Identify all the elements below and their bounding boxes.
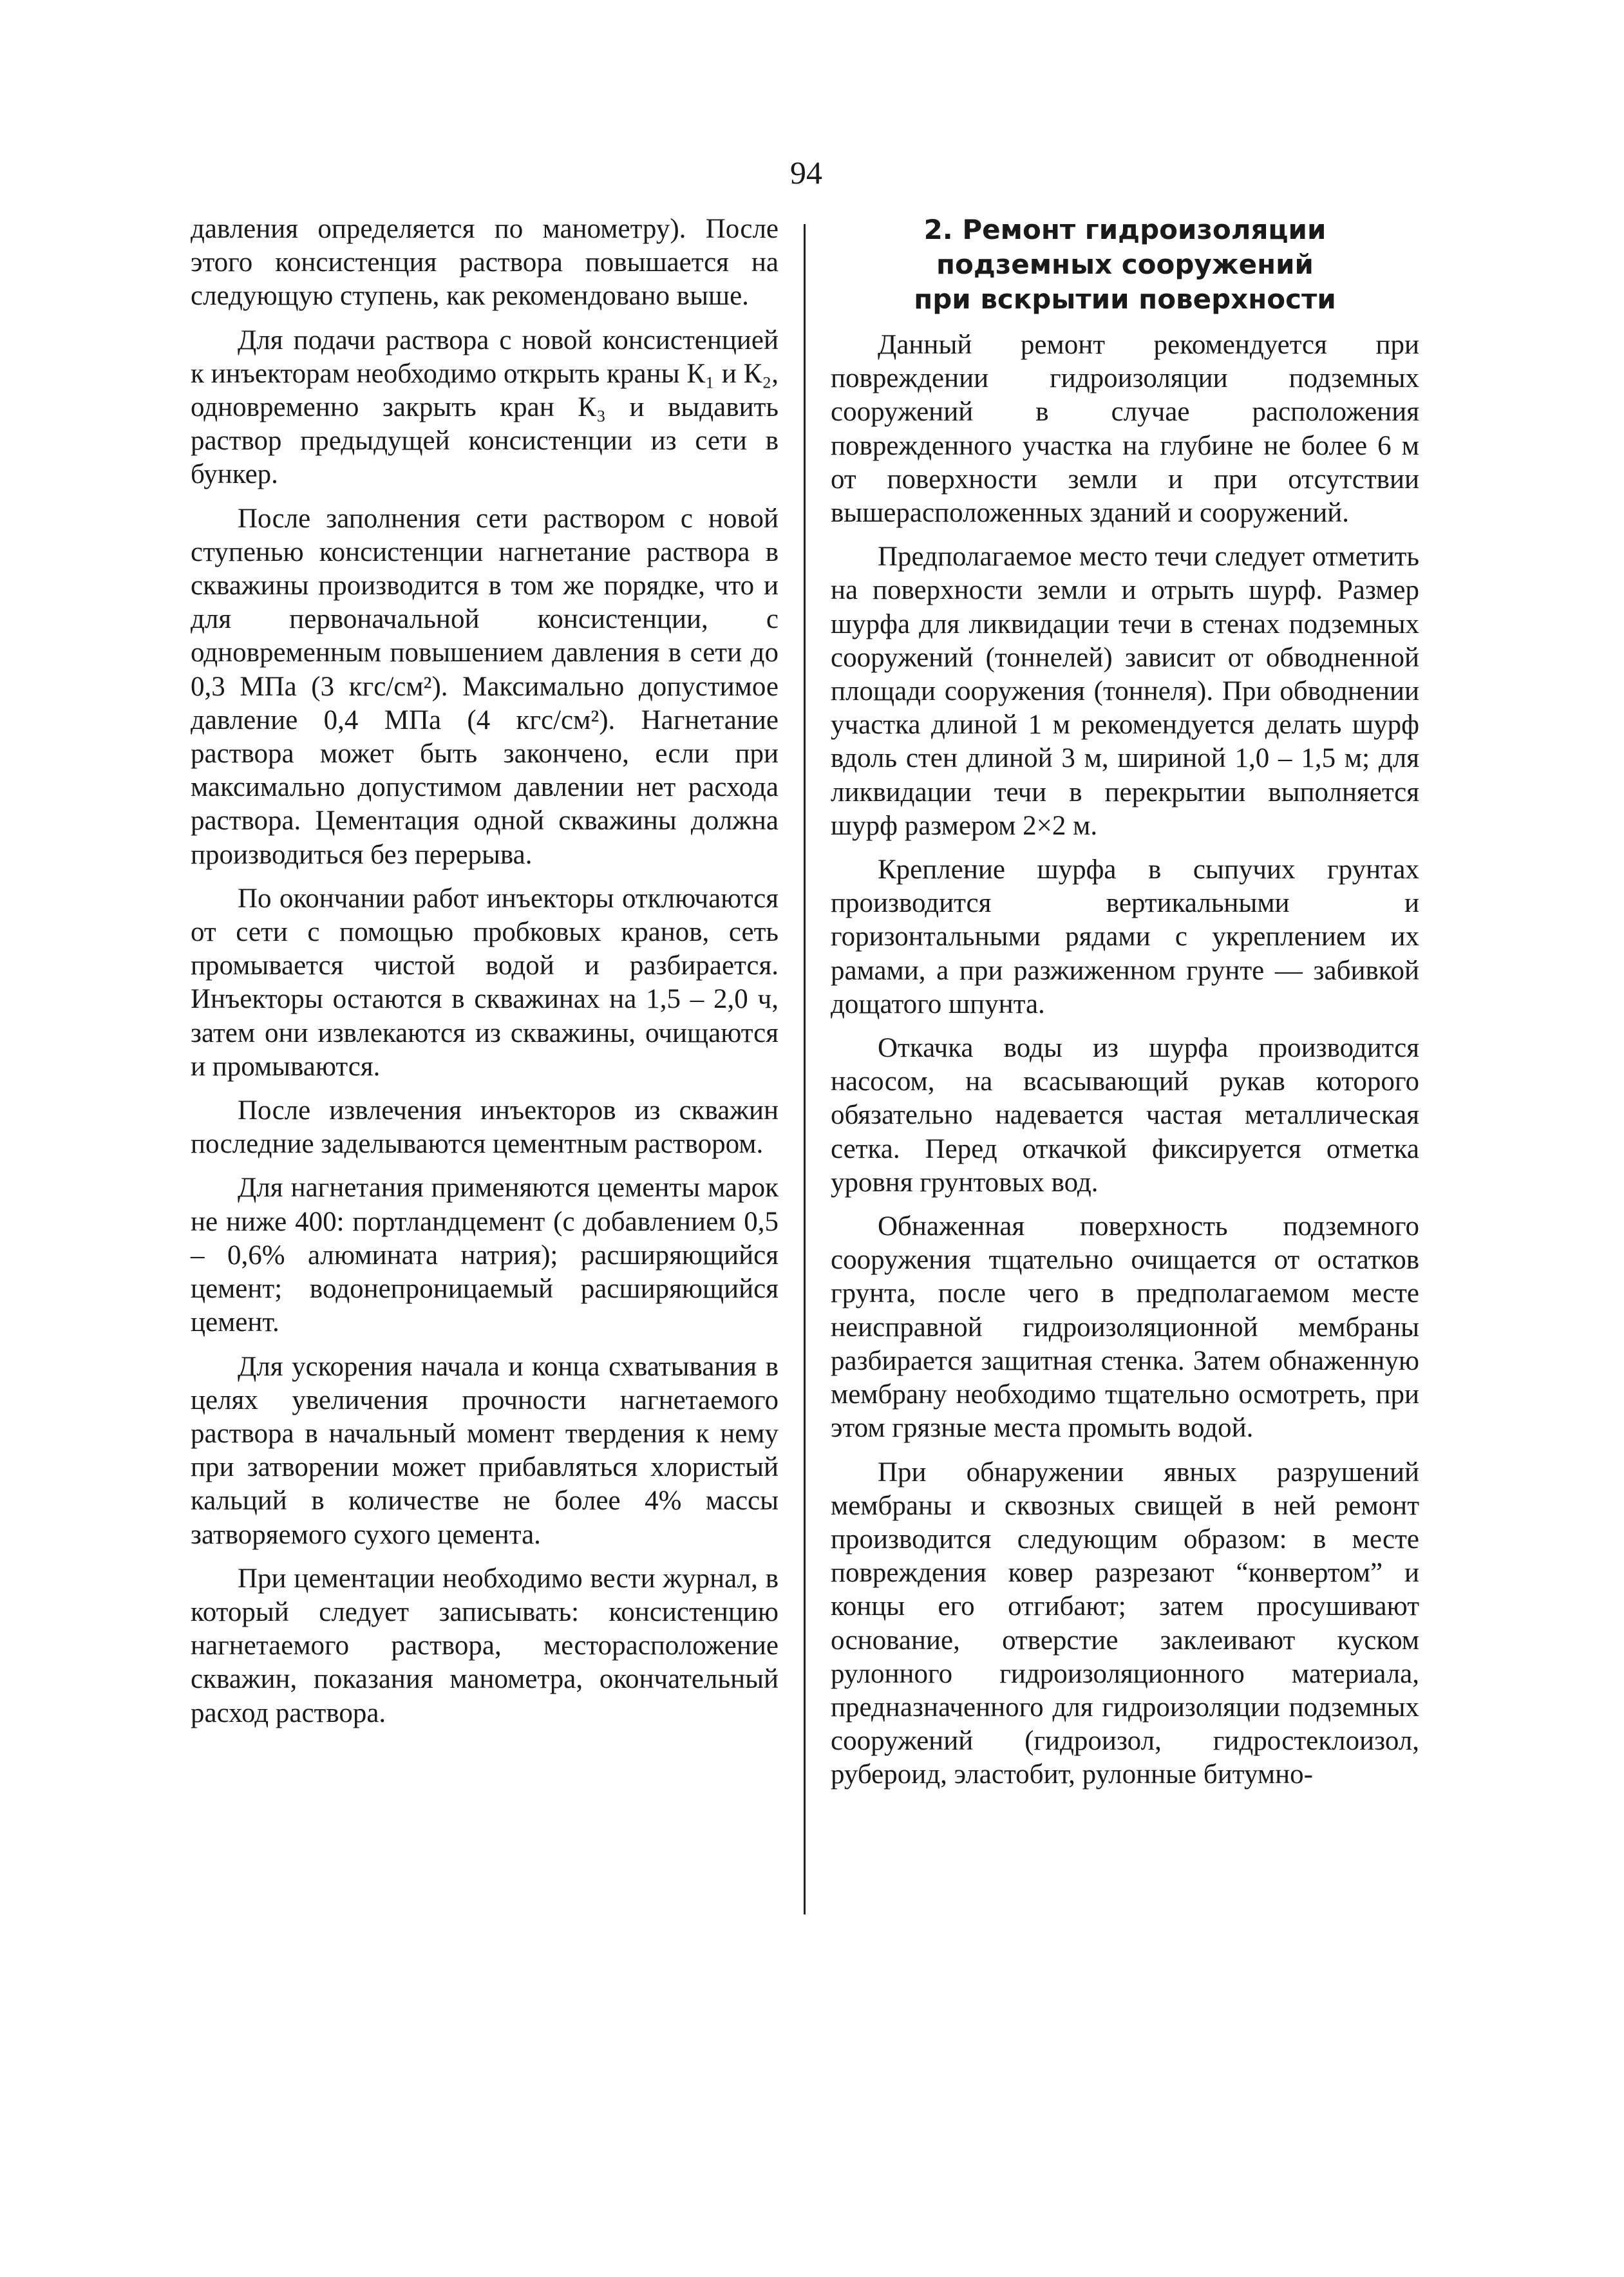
left-column: [191, 213, 779, 1741]
page-number: 94: [790, 155, 822, 191]
paragraph: При цементации необходимо вести журнал, в который следует записывать: консистенцию нагнетаемого раствора, месторасположение скважин, показания манометра, окончательный расход раствора.: [191, 1563, 779, 1728]
column-divider: [804, 224, 806, 1914]
paragraph: При обнаружении явных разрушений мембраны и сквозных свищей в ней ремонт производится следующим образом: в месте повреждения ковер разрезают “конвертом” и концы его отгибают; затем просушивают основание, отверстие заклеивают куском рулонного гидроизоляционного материала, предназначенного для гидроизоляции подземных сооружений (гидроизол, гидростеклоизол, рубероид, эластобит, рулонные битумно-: [831, 1457, 1419, 1790]
paragraph: После заполнения сети раствором с новой ступенью консистенции нагнетание раствора в скважины производится в том же порядке, что и для первоначальной консистенции, с одновременным повышением давления в сети до 0,3 МПа (3 кгс/см²). Максимально допустимое давление 0,4 МПа (4 кгс/см²). Нагнетание раствора может быть закончено, если при максимально допустимом давлении нет расхода раствора. Цементация одной скважины должна производиться без перерыва.: [191, 503, 779, 870]
section-heading: [831, 213, 1419, 317]
section-heading-line: подземных сооружений: [936, 249, 1314, 280]
section-heading-line: 2. Ремонт гидроизоляции: [923, 214, 1327, 245]
paragraph: Данный ремонт рекомендуется при повреждении гидроизоляции подземных сооружений в случае расположения поврежденного участка на глубине не более 6 м от поверхности земли и при отсутствии вышерасположенных зданий и сооружений.: [831, 330, 1419, 529]
paragraph: После извлечения инъекторов из скважин последние заделываются цементным раствором.: [191, 1095, 779, 1160]
paragraph: Крепление шурфа в сыпучих грунтах производится вертикальными и горизонтальными рядами с укреплением их рамами, а при разжиженном грунте — забивкой дощатого шпунта.: [831, 855, 1419, 1019]
paragraph: Для нагнетания применяются цементы марок не ниже 400: портландцемент (с добавлением 0,5 – 0,6% алюмината натрия); расширяющийся цемент; водонепроницаемый расширяющийся цемент.: [191, 1173, 779, 1338]
paragraph: Откачка воды из шурфа производится насосом, на всасывающий рукав которого обязательно надевается частая металлическая сетка. Перед откачкой фиксируется отметка уровня грунтовых вод.: [831, 1033, 1419, 1198]
paragraph: Предполагаемое место течи следует отметить на поверхности земли и отрыть шурф. Размер шурфа для ликвидации течи в стенах подземных сооружений (тоннелей) зависит от обводненной площади сооружения (тоннеля). При обводнении участка длиной 1 м рекомендуется делать шурф вдоль стен длиной 3 м, шириной 1,0 – 1,5 м; для ликвидации течи в перекрытии выполняется шурф размером 2×2 м.: [831, 542, 1419, 841]
paragraph: Для подачи раствора с новой консистенцией к инъекторам необходимо открыть краны К₁ и К₂, одновременно закрыть кран К₃ и выдавить раствор предыдущей консистенции из сети в бункер.: [191, 325, 779, 490]
paragraph: По окончании работ инъекторы отключаются от сети с помощью пробковых кранов, сеть промывается чистой водой и разбирается. Инъекторы остаются в скважинах на 1,5 – 2,0 ч, затем они извлекаются из скважины, очищаются и промываются.: [191, 883, 779, 1082]
paragraph: давления определяется по манометру). После этого консистенция раствора повышается на следующую ступень, как рекомендовано выше.: [191, 214, 779, 312]
right-column: [831, 213, 1419, 1802]
section-heading-line: при вскрытии поверхности: [914, 283, 1336, 315]
paragraph: Обнаженная поверхность подземного сооружения тщательно очищается от остатков грунта, после чего в предполагаемом месте неисправной гидроизоляционной мембраны разбирается защитная стенка. Затем обнаженную мембрану необходимо тщательно осмотреть, при этом грязные места промыть водой.: [831, 1211, 1419, 1444]
paragraph: Для ускорения начала и конца схватывания в целях увеличения прочности нагнетаемого раствора в начальный момент твердения к нему при затворении может прибавляться хлористый кальций в количестве не более 4% массы затворяемого сухого цемента.: [191, 1351, 779, 1550]
